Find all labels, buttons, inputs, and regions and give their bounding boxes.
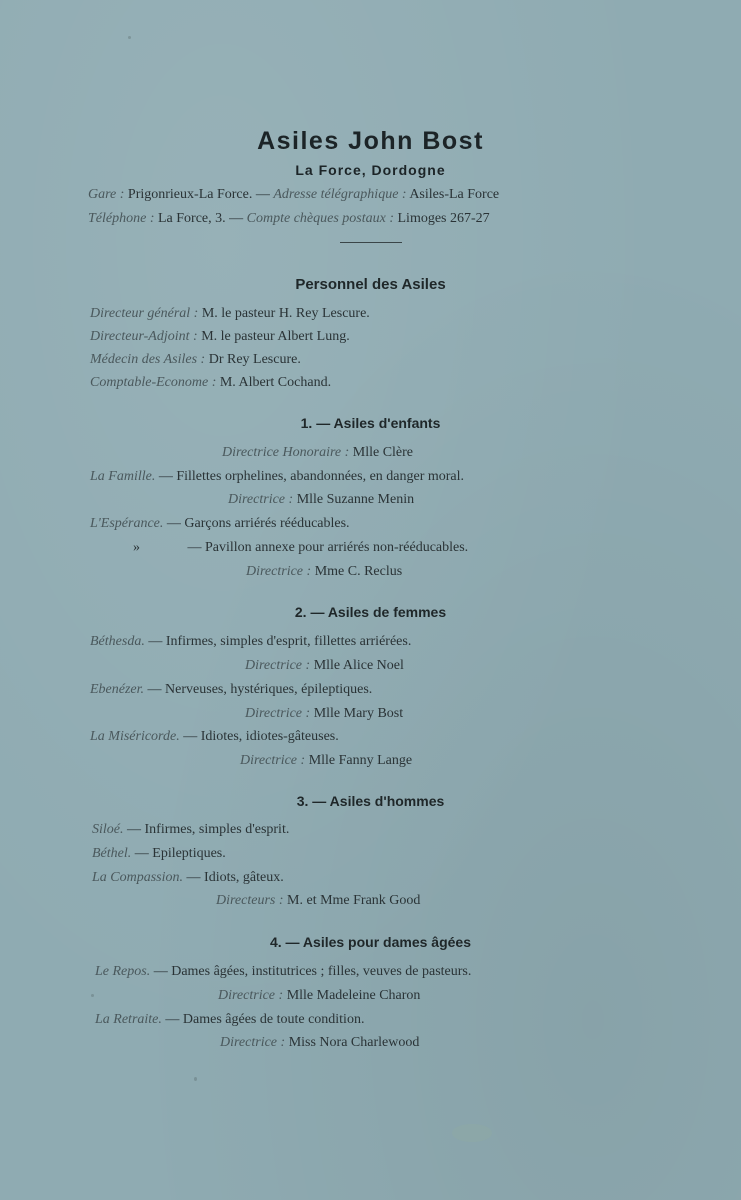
person-name: Mlle Suzanne Menin <box>296 492 415 507</box>
repos-line <box>95 964 471 980</box>
personnel-row <box>90 375 331 391</box>
person-name: Mlle Fanny Lange <box>308 753 413 768</box>
hommes-heading: 3. — Asiles d'hommes <box>296 793 445 809</box>
cheques-value: Limoges 267-27 <box>397 211 490 226</box>
person-name: Miss Nora Charlewood <box>288 1035 420 1050</box>
paper-speck <box>194 1077 197 1081</box>
personnel-role: Directeur-Adjoint : <box>90 329 198 344</box>
misericorde-line <box>90 729 339 745</box>
retraite-line <box>95 1012 364 1028</box>
ebenezer-line <box>90 682 372 698</box>
personnel-role: Médecin des Asiles : <box>90 352 206 367</box>
esperance-director <box>246 564 402 580</box>
role-label: Directrice : <box>240 753 306 768</box>
institution-desc: — Idiotes, idiotes-gâteuses. <box>183 729 339 744</box>
institution-desc: — Fillettes orphelines, abandonnées, en danger moral. <box>158 469 465 484</box>
paper-speck <box>91 994 94 997</box>
personnel-role: Directeur général : <box>90 306 199 321</box>
personnel-row <box>90 329 350 345</box>
institution-name: L'Espérance. <box>90 516 164 531</box>
institution-name: Béthel. <box>92 846 132 861</box>
institution-name: Béthesda. <box>90 634 145 649</box>
misericorde-director <box>240 753 412 769</box>
repos-director <box>218 988 420 1004</box>
role-label: Directrice : <box>245 706 311 721</box>
telephone-label: Téléphone : <box>88 211 155 226</box>
institution-desc: — Idiots, gâteux. <box>186 870 284 885</box>
pavillon-line <box>133 540 468 556</box>
telephone-line <box>88 211 490 227</box>
role-label: Directeurs : <box>216 893 284 908</box>
bethel-line <box>92 846 226 862</box>
famille-line <box>90 469 464 485</box>
esperance-line <box>90 516 350 532</box>
femmes-heading: 2. — Asiles de femmes <box>294 604 447 620</box>
person-name: Mlle Mary Bost <box>313 706 404 721</box>
siloe-line <box>92 822 289 838</box>
gare-label: Gare : <box>88 187 125 202</box>
ditto-mark: » <box>133 540 140 555</box>
paper-speck <box>128 36 131 39</box>
enfants-heading: 1. — Asiles d'enfants <box>300 415 441 431</box>
person-name: Mlle Clère <box>352 445 414 460</box>
bethesda-line <box>90 634 411 650</box>
personnel-name: Dr Rey Lescure. <box>208 352 301 367</box>
gare-line <box>88 187 499 203</box>
famille-director <box>228 492 414 508</box>
institution-desc: — Epileptiques. <box>134 846 226 861</box>
institution-name: La Compassion. <box>92 870 184 885</box>
bethesda-director <box>245 658 404 674</box>
person-name: Mlle Madeleine Charon <box>286 988 421 1003</box>
institution-name: Siloé. <box>92 822 124 837</box>
personnel-name: M. le pasteur Albert Lung. <box>201 329 350 344</box>
institution-desc: — Dames âgées de toute condition. <box>165 1012 365 1027</box>
page-title: Asiles John Bost <box>257 127 484 155</box>
person-name: Mlle Alice Noel <box>313 658 404 673</box>
personnel-name: M. Albert Cochand. <box>219 375 332 390</box>
person-name: Mme C. Reclus <box>314 564 403 579</box>
institution-desc: — Nerveuses, hystériques, épileptiques. <box>147 682 373 697</box>
institution-desc: — Infirmes, simples d'esprit. <box>127 822 290 837</box>
ebenezer-director <box>245 706 403 722</box>
institution-name: La Retraite. <box>95 1012 162 1027</box>
institution-name: La Famille. <box>90 469 156 484</box>
telephone-value: La Force, 3. — <box>157 211 244 226</box>
institution-desc: — Dames âgées, institutrices ; filles, veuves de pasteurs. <box>153 964 472 979</box>
personnel-row <box>90 352 301 368</box>
cheques-label: Compte chèques postaux : <box>246 211 394 226</box>
enfants-honoraire <box>222 445 413 461</box>
role-label: Directrice : <box>246 564 312 579</box>
hommes-director <box>216 893 420 909</box>
personnel-name: M. le pasteur H. Rey Lescure. <box>201 306 370 321</box>
personnel-role: Comptable-Econome : <box>90 375 217 390</box>
personnel-heading: Personnel des Asiles <box>295 276 446 293</box>
role-label: Directrice : <box>220 1035 286 1050</box>
page-subtitle: La Force, Dordogne <box>295 162 446 178</box>
paper-stain <box>452 1124 492 1142</box>
personnel-row <box>90 306 370 322</box>
adresse-label: Adresse télégraphique : <box>273 187 407 202</box>
dames-heading: 4. — Asiles pour dames âgées <box>269 934 471 950</box>
separator-rule <box>340 242 402 243</box>
adresse-value: Asiles-La Force <box>409 187 500 202</box>
gare-value: Prigonrieux-La Force. — <box>127 187 270 202</box>
role-label: Directrice Honoraire : <box>222 445 350 460</box>
person-name: M. et Mme Frank Good <box>287 893 421 908</box>
compassion-line <box>92 870 284 886</box>
role-label: Directrice : <box>245 658 311 673</box>
institution-desc: — Pavillon annexe pour arriérés non-rééducables. <box>187 540 469 555</box>
institution-name: Ebenézer. <box>90 682 145 697</box>
institution-name: Le Repos. <box>95 964 151 979</box>
role-label: Directrice : <box>228 492 294 507</box>
institution-desc: — Garçons arriérés rééducables. <box>166 516 350 531</box>
institution-name: La Miséricorde. <box>90 729 180 744</box>
role-label: Directrice : <box>218 988 284 1003</box>
retraite-director <box>220 1035 419 1051</box>
institution-desc: — Infirmes, simples d'esprit, fillettes arriérées. <box>148 634 412 649</box>
